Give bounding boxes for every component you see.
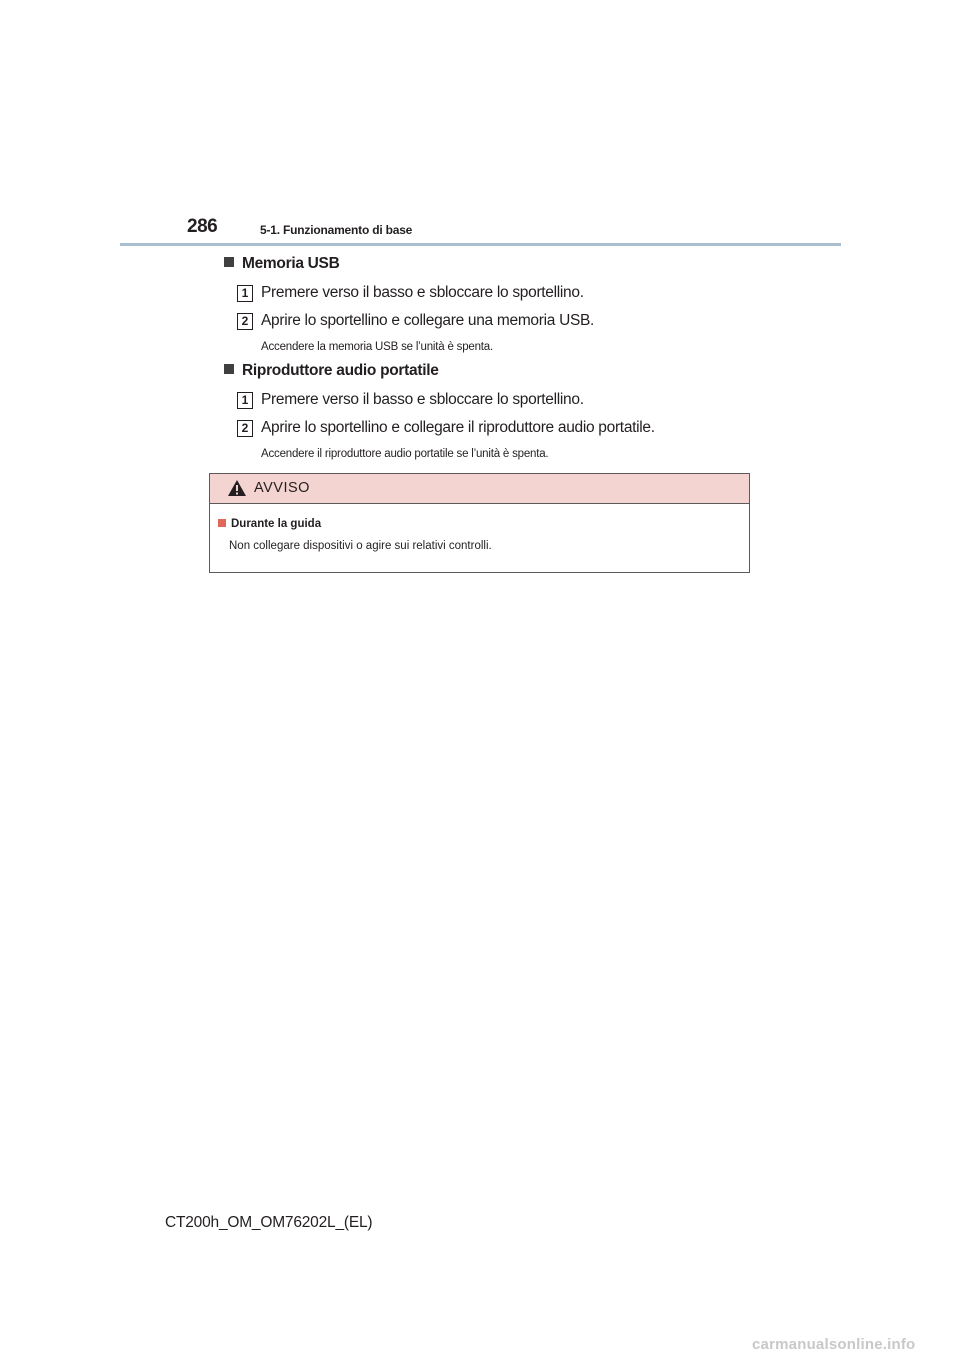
warning-box xyxy=(209,473,750,573)
watermark: carmanualsonline.info xyxy=(752,1336,916,1353)
heading-text: Memoria USB xyxy=(242,255,340,272)
warning-subheading-text: Durante la guida xyxy=(231,518,322,530)
warning-body: Non collegare dispositivi o agire sui relativi controlli. xyxy=(229,540,492,552)
heading-text: Riproduttore audio portatile xyxy=(242,362,439,379)
step-note: Accendere la memoria USB se l’unità è spenta. xyxy=(261,341,493,353)
step-number: 2 xyxy=(237,420,253,437)
section-heading-usb xyxy=(224,255,339,273)
step-number: 1 xyxy=(237,285,253,302)
step-note: Accendere il riproduttore audio portatile se l’unità è spenta. xyxy=(261,448,549,460)
section-heading-portable-audio xyxy=(224,362,439,380)
section-title: 5-1. Funzionamento di base xyxy=(260,223,413,237)
step-text: Premere verso il basso e sbloccare lo sportellino. xyxy=(261,284,584,301)
warning-subheading xyxy=(218,518,321,530)
step-number: 2 xyxy=(237,313,253,330)
step-text: Aprire lo sportellino e collegare una memoria USB. xyxy=(261,312,595,329)
footer-code: CT200h_OM_OM76202L_(EL) xyxy=(165,1214,373,1231)
page-number: 286 xyxy=(187,216,218,237)
square-bullet-icon xyxy=(224,257,234,267)
square-bullet-icon xyxy=(224,364,234,374)
warning-triangle-icon xyxy=(227,479,247,497)
warning-header xyxy=(210,474,749,504)
step-text: Premere verso il basso e sbloccare lo sportellino. xyxy=(261,391,584,408)
warning-title: AVVISO xyxy=(254,480,310,496)
square-bullet-icon xyxy=(218,519,226,527)
step-text: Aprire lo sportellino e collegare il riproduttore audio portatile. xyxy=(261,419,655,436)
step-number: 1 xyxy=(237,392,253,409)
header-rule xyxy=(120,243,841,246)
